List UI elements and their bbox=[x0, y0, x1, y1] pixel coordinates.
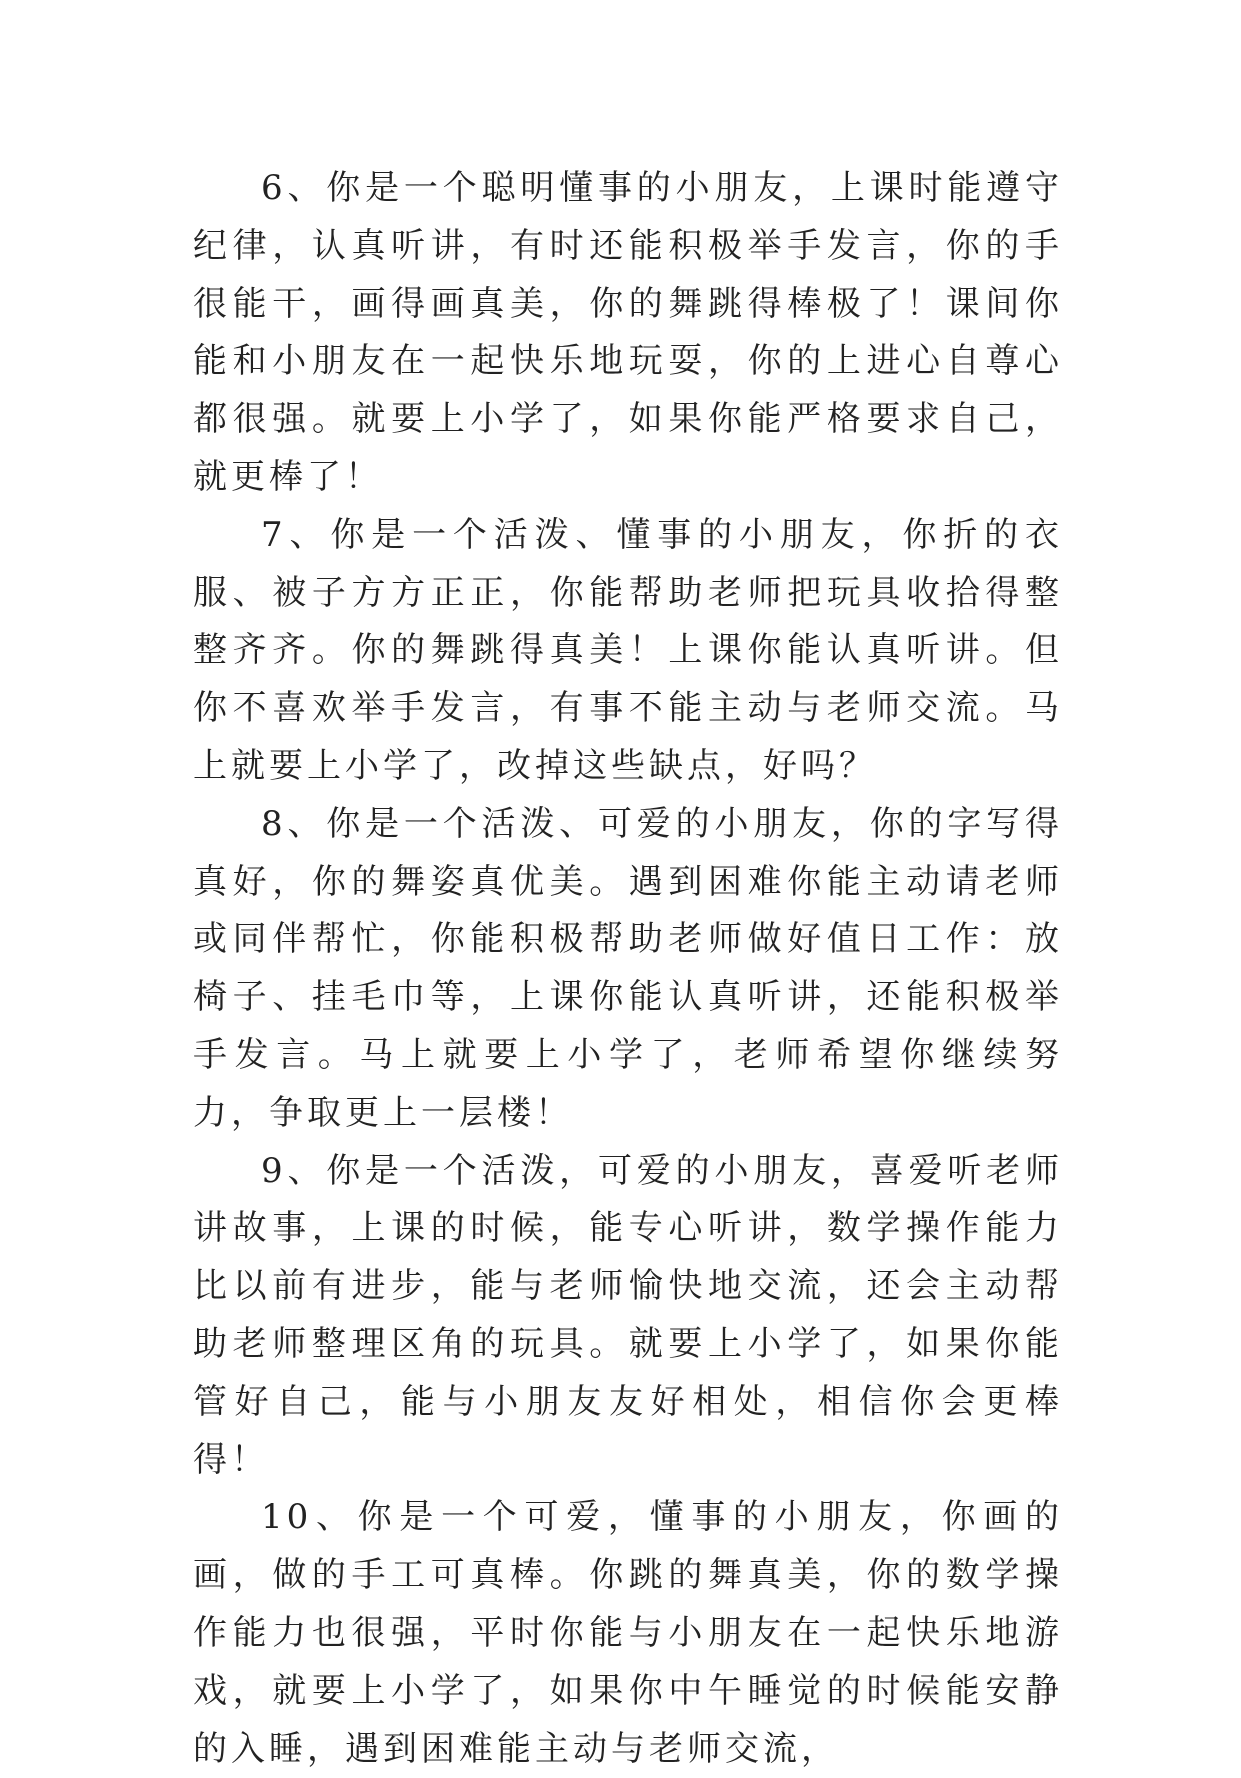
paragraph-9: 9、你是一个活泼，可爱的小朋友，喜爱听老师讲故事，上课的时候，能专心听讲，数学操作能力比以前有进步，能与老师愉快地交流，还会主动帮助老师整理区角的玩具。就要上小学了，如果你能管好自己，能与小朋友友好相处，相信你会更棒得！ bbox=[193, 1150, 1063, 1480]
paragraph-7: 7、你是一个活泼、懂事的小朋友，你折的衣服、被子方方正正，你能帮助老师把玩具收拾得整整齐齐。你的舞跳得真美！上课你能认真听讲。但你不喜欢举手发言，有事不能主动与老师交流。马上就要上小学了，改掉这些缺点，好吗？ bbox=[193, 514, 1063, 786]
paragraph-8: 8、你是一个活泼、可爱的小朋友，你的字写得真好，你的舞姿真优美。遇到困难你能主动请老师或同伴帮忙，你能积极帮助老师做好值日工作：放椅子、挂毛巾等，上课你能认真听讲，还能积极举手发言。马上就要上小学了，老师希望你继续努力，争取更上一层楼！ bbox=[193, 803, 1063, 1133]
paragraph-6: 6、你是一个聪明懂事的小朋友，上课时能遵守纪律，认真听讲，有时还能积极举手发言，你的手很能干，画得画真美，你的舞跳得棒极了！课间你能和小朋友在一起快乐地玩耍，你的上进心自尊心都很强。就要上小学了，如果你能严格要求自己，就更棒了！ bbox=[193, 168, 1063, 497]
document-body bbox=[193, 160, 1063, 1778]
paragraph-10: 10、你是一个可爱，懂事的小朋友，你画的画，做的手工可真棒。你跳的舞真美，你的数学操作能力也很强，平时你能与小朋友在一起快乐地游戏，就要上小学了，如果你中午睡觉的时候能安静的入睡，遇到困难能主动与老师交流， bbox=[193, 1497, 1063, 1769]
